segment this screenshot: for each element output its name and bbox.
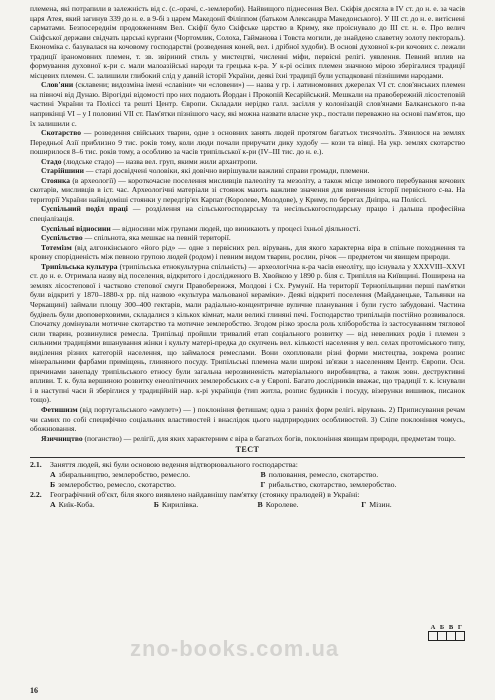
glossary-definition: — розведення свійських тварин, одне з основних занять людей протягом багатьох тисячоліть. З'явилося на землях Передньої Азії приблизно 9 тис. років тому, коли люди почали приручати дику худобу — кози та вівці. На укр. землях скотарство поширилося 8–6 тис. років тому, а особливо за часів трипільської к-ри (IV–III тис. до н. е.). [30,128,465,157]
answer-text: полювання, ремесло, скотарство. [268,470,379,480]
glossary-paragraph [30,176,465,205]
answer-letter: В [260,470,266,480]
glossary-term: Тотемізм [41,242,72,252]
answer-box [428,624,465,641]
glossary-definition: (трипільська етнокультурна спільність) — археологічна к-ра часів енеоліту, що існувала у XXXVIII–XXVI ст. до н. е. Отримала назву від поселення, відкритого і дослідженого В. Хвойкою у 1890 р. біля с. Трипілля на Київщині. Поширена на землях лісостепової і частково степової смуги Правобережжя, Молдові і Сх. Румунії. На території Тернопільщини перші пам'ятки були відкриті у 1870–1880-х рр. під назвою «культура мальованої кераміки». Деякі відкриті поселення (Майданецьке, Тальянки на Черкащині) займали площу 300–400 гектарів, мали радіально-концентричне вуличне планування і були густо забудовані. Частина будівель були двоповерховими, складалися з кількох кімнат, мали великі глиняні печі. Господарство трипільців постійно розвивалося. Спочатку домінували мотичне скотарство та мотичне землеробство. Згодом різко зросла роль хліборобства із застосуванням тяглової сили тварин, розвинулися ремесла. Трипільці пройшли тривалий етап соціального розвитку — від невеликих родів і племен з сильними традиціями вшанування жінки і культу матері-предка до скупчень вел. кількості населення у вел. селах протоміського типу, виділення різних категорій населення, що займалося ремеслами. Вони охоплювали різні форми мистецтва, зокрема розпис мінеральними фарбами приміщень, глиняного посуду. Трипільські племена мали широкі зв'язки з населенням Центр. Європи. Осн. причинами занепаду трипільського етносу були загальна нерозвиненість матеріального виробництва, а також зовн. деструктивні впливи. Т. к. була вершиною розвитку енеолітичних землеробських с-в у Європі. Багато дослідників вважає, що традиції т. к. існували і в наступні часи й зберіглися у традиційній нар. к-рі українців (тип житла, розпис будинків і посуду, візерунки вишивок, писанок тощо). [30,261,466,405]
answer-option[interactable] [261,480,466,490]
glossary-definition: — відносини між групами людей, що виникають у процесі їхньої діяльності. [110,223,361,233]
answer-box-letter: Б [439,624,445,631]
glossary-paragraph [30,80,465,128]
answer-option[interactable] [361,500,465,510]
glossary-paragraph [30,243,465,262]
glossary-paragraph [30,166,465,176]
glossary-term: Скотарство [41,128,81,138]
glossary-definition: (від алгонкінського «його рід» — одне з первісних рел. вірувань, для якого характерна віра в спільне походження та кровну спорідненість між певною групою людей (родом) і певним видом тварин, рослин, річок — предметом чи явищем природи. [30,242,465,262]
answer-text: землеробство, ремесло, скотарство. [58,480,176,490]
glossary-definition: (склавени; видозміна імені «славіни» чи «словени») — назва у гр. і латиномовних джерелах VI ст. слов'янських племен на півночі від Дунаю. Вірогідні відомості про них подають Йордан і Прокопій Кесарійський. Мешкали на правобережній лісостеповій частині України та Поліссі та решті Центр. Європи. Складали нерідко галл. засілля у колонізацій слов'янами Балканського п-ва наприкінці VI – у І половині VII ст. Пам'ятки пізнішого часу, які можна назвати власне укр., постали переважно на основі пам'яток, що їх залишили с. [30,80,465,128]
answer-option[interactable] [50,470,255,480]
answer-box-letter: А [430,624,436,631]
glossary-definition: (поганство) — релігії, для яких характерним є віра в багатьох богів, поклоніння явищам природи, предметам тощо. [82,433,456,443]
glossary-term: Стоянка [41,175,71,185]
answer-letter: В [257,500,263,510]
glossary-term: Трипільська культура [41,261,118,271]
test-title: ТЕСТ [235,445,260,455]
glossary-text [30,4,465,443]
answer-box-cell[interactable] [447,632,456,640]
answer-box-cells [428,631,465,641]
answer-letter: Б [50,480,56,490]
question-text: Географічний об'єкт, біля якого виявлено найдавнішу пам'ятку (стоянку пралюдей) в Україні: [50,490,360,500]
answer-text: Кирилівка. [161,500,199,510]
glossary-paragraph [30,157,465,167]
answer-box-letter: Г [457,624,463,631]
answer-option[interactable] [261,470,466,480]
glossary-paragraph [30,405,465,434]
answer-options [30,470,465,490]
answer-box-letter: В [448,624,454,631]
question-number: 2.2. [30,490,42,500]
page-number: 16 [30,686,38,695]
answer-letter: А [50,500,56,510]
glossary-definition: племена, які потрапили в залежність від с. (с.-орачі, с.-землероби). Найвищого піднесення Вел. Скіфія досягла в IV ст. до н. е. за часів царя Атея, який загинув 339 до н. е. в 9-бі з царем Македонії Філіппом (батьком Александра Македонського). У III ст. до н. е. витіснені сарматами. Безпосереднім продовженням Вел. Скіфії було Скіфське царство в Криму, яке проіснувало до III ст. н. е. Про велич Скіфської держави свідчать царські кургани (Чортомлик, Солоха, Гайманова і Товста могили, де знайдено славетну золоту пектораль). Економіка с. базувалася на кочовому господарстві (розведення коней, вел. і дрібної худоби). В основі духовної к-ри кочових с. лежали традиції іраномовних племен, т. зв. звіриний стиль у мистецтві, численні міфи, первісні релігі. уявлення. Певний вплив на формування духовної к-ри с. мали малоазійські народи та грецька к-ра. У к-рі осілих племен значною мірою зберігалися традиції місцевих племен. С. залишили глибокий слід у давній історії України, деякі їхні традиції були успадковані пізнішими народами. [30,4,465,80]
answer-option[interactable] [50,500,154,510]
answer-text: збиральництво, землеробство, ремесло. [58,470,191,480]
glossary-term: Слов'яни [41,80,74,90]
glossary-term: Суспільний поділ праці [41,204,128,214]
question [30,460,465,470]
glossary-term: Стадо [41,156,62,166]
question-number: 2.1. [30,460,42,470]
test-questions [30,460,465,510]
answer-box-letters [429,624,465,631]
glossary-paragraph [30,128,465,157]
answer-letter: Г [260,480,266,490]
glossary-paragraph [30,262,465,405]
glossary-term: Старійшини [41,166,84,176]
answer-text: Мізин. [369,500,392,510]
glossary-definition: (людське стадо) — назва вел. груп, якими жили архантропи. [61,156,258,166]
glossary-paragraph [30,4,465,80]
glossary-paragraph [30,204,465,223]
answer-text: рибальство, скотарство, землеробство. [268,480,397,490]
answer-letter: Г [361,500,367,510]
answer-text: Королеве. [265,500,299,510]
glossary-paragraph [30,224,465,234]
glossary-term: Фетишизм [41,404,78,414]
answer-option[interactable] [154,500,258,510]
glossary-definition: — розділення на сільськогосподарську та несільськогосподарську працю і дальша професійна спеціалізація. [30,204,465,224]
answer-box-cell[interactable] [429,632,438,640]
glossary-paragraph [30,434,465,444]
question [30,490,465,500]
glossary-definition: (в археології) — короткочасне поселення мисливців палеоліту та мезоліту, а також місце зимового перебування кочових скотарів, мисливців в іст. час. Археологічні матеріали зі стоянок мають важливе значення для вивчення історії первісного с-ва. На території України найвідоміші стоянки у передгір'ях Карпат (Королеве, Молодове), у Криму, по берегах Дніпра, на Поліссі. [30,175,465,204]
answer-option[interactable] [258,500,362,510]
answer-box-cell[interactable] [438,632,447,640]
answer-letter: Б [153,500,159,510]
glossary-term: Язичництво [41,433,83,443]
watermark: zno-books.com.ua [130,636,340,661]
glossary-definition: (від португальського «амулет») — ) поклоніння фетишам; одна з ранніх форм релігі. вірувань. 2) Приписування речам чи самих по собі специфічно соціальних властивостей і внаслідок цього надприродних особливостей. 3) Сліпе поклоніння чомусь, обожнювання. [30,404,465,434]
glossary-definition: — спільнота, яка мешкає на певній території. [82,233,231,243]
glossary-paragraph [30,233,465,243]
answer-option[interactable] [50,480,255,490]
answer-letter: А [50,470,56,480]
glossary-definition: — старі досвідчені чоловіки, які довічно вирішували важливі справи громади, племени. [83,166,370,176]
answer-box-cell[interactable] [456,632,464,640]
answer-options [30,500,465,510]
divider [30,457,465,458]
question-text: Заняття людей, які були основою ведення відтворювального господарства: [50,460,298,470]
glossary-term: Суспільство [41,233,83,243]
glossary-term: Суспільні відносини [41,223,111,233]
answer-text: Киїк-Коба. [58,500,95,510]
